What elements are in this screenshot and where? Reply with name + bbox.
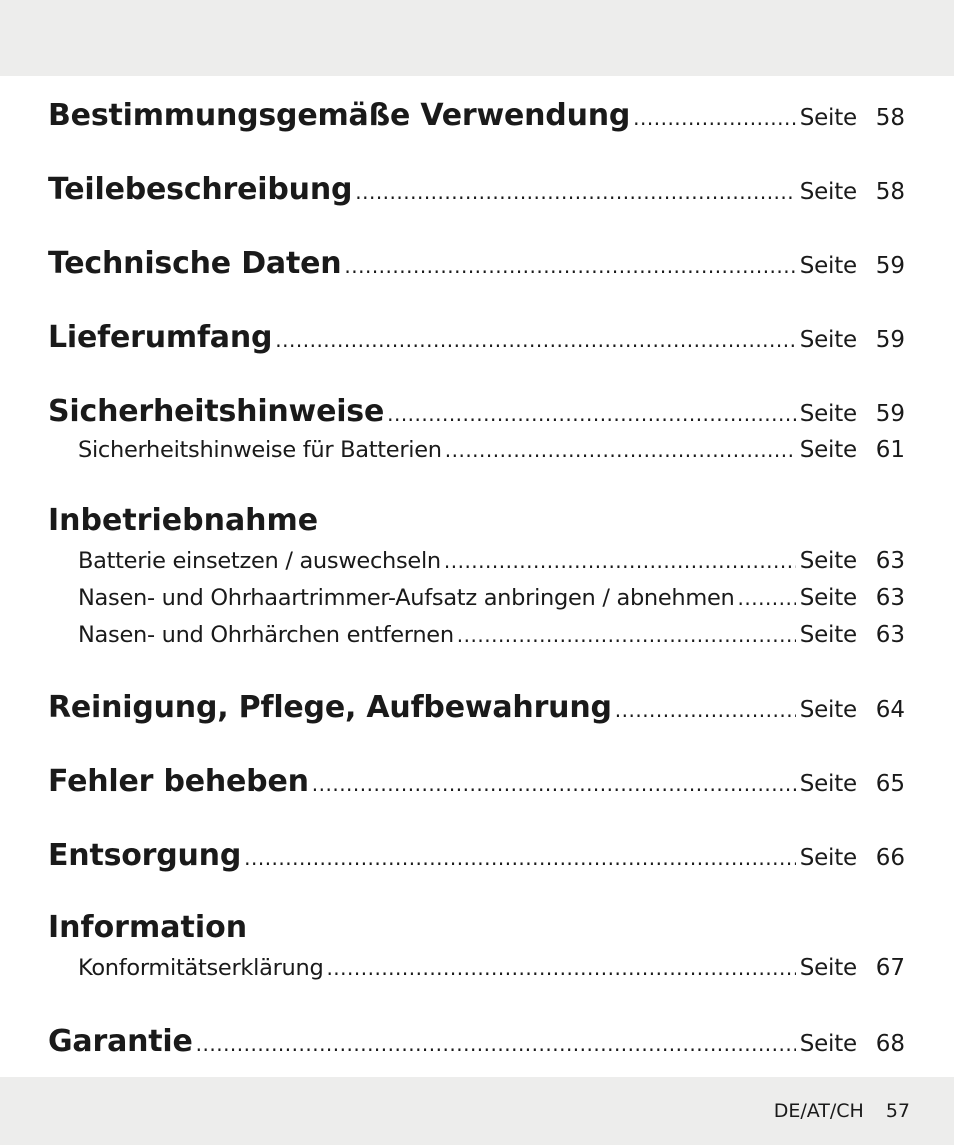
toc-entry-title: Sicherheitshinweise [48, 394, 385, 429]
toc-subentry [78, 585, 905, 611]
toc-entry-page: 66 [875, 845, 905, 871]
toc-entry-title: Technische Daten [48, 246, 342, 281]
toc-entry-seite: Seite [799, 1031, 857, 1057]
toc-subentry-title: Batterie einsetzen / auswechseln [78, 548, 441, 574]
toc-entry-seite: Seite [799, 697, 857, 723]
toc-entry-seite: Seite [799, 253, 857, 279]
toc-subentry-title: Konformitätserklärung [78, 955, 324, 981]
toc-entry [48, 690, 905, 725]
toc-entry [48, 320, 905, 355]
toc-subentry-title: Sicherheitshinweise für Batterien [78, 437, 442, 463]
toc-entry-seite: Seite [799, 845, 857, 871]
toc-entry-page: 68 [875, 1031, 905, 1057]
toc-entry-seite: Seite [799, 771, 857, 797]
toc-leader-dots [444, 549, 796, 573]
toc-entry-page: 58 [875, 105, 905, 131]
toc-entry-page: 59 [875, 253, 905, 279]
toc-subentry [78, 955, 905, 981]
toc-entry-title: Reinigung, Pflege, Aufbewahrung [48, 690, 612, 725]
toc-entry [48, 98, 905, 133]
toc-leader-dots [387, 402, 796, 426]
toc-entry-seite: Seite [799, 179, 857, 205]
toc-entry-title: Garantie [48, 1024, 193, 1059]
toc-entry-page: 63 [875, 622, 905, 648]
toc-leader-dots [355, 180, 795, 204]
toc-entry-seite: Seite [799, 327, 857, 353]
toc-subentry-title: Nasen- und Ohrhaartrimmer-Aufsatz anbringen / abnehmen [78, 585, 735, 611]
toc-subentry [78, 548, 905, 574]
toc-entry-page: 59 [875, 401, 905, 427]
toc-section-heading: Information [48, 910, 248, 945]
toc-entry-page: 61 [875, 437, 905, 463]
toc-subentry [78, 622, 905, 648]
toc-leader-dots [196, 1032, 796, 1056]
toc-leader-dots [633, 106, 796, 130]
toc-leader-dots [445, 438, 796, 462]
footer-page-number: 57 [885, 1100, 910, 1122]
toc-entry-seite: Seite [799, 955, 857, 981]
toc-leader-dots [457, 623, 796, 647]
toc-entry [48, 764, 905, 799]
toc-entry [48, 246, 905, 281]
toc-entry-title: Entsorgung [48, 838, 242, 873]
toc-entry-title: Bestimmungsgemäße Verwendung [48, 98, 631, 133]
toc-entry-seite: Seite [799, 622, 857, 648]
toc-leader-dots [326, 956, 795, 980]
toc-entry-title: Lieferumfang [48, 320, 273, 355]
toc-entry-seite: Seite [799, 585, 857, 611]
toc-entry-title: Teilebeschreibung [48, 172, 353, 207]
toc-entry-page: 64 [875, 697, 905, 723]
toc-entry [48, 172, 905, 207]
toc-entry-page: 63 [875, 548, 905, 574]
toc-leader-dots [275, 328, 795, 352]
toc-entry [48, 1024, 905, 1059]
toc-entry-seite: Seite [799, 548, 857, 574]
toc-entry [48, 838, 905, 873]
toc-subentry-title: Nasen- und Ohrhärchen entfernen [78, 622, 454, 648]
toc-leader-dots [344, 254, 795, 278]
toc-entry-page: 65 [875, 771, 905, 797]
toc-leader-dots [312, 772, 796, 796]
toc-entry-page: 58 [875, 179, 905, 205]
toc-section-heading: Inbetriebnahme [48, 503, 319, 538]
toc-entry [48, 394, 905, 429]
toc-entry-page: 59 [875, 327, 905, 353]
footer-region: DE/AT/CH [773, 1100, 864, 1122]
toc-entry-seite: Seite [799, 401, 857, 427]
toc-leader-dots [615, 698, 796, 722]
toc-entry-title: Fehler beheben [48, 764, 309, 799]
toc-entry-page: 63 [875, 585, 905, 611]
toc-subentry [78, 437, 905, 463]
page-footer [774, 1100, 910, 1122]
toc-entry-seite: Seite [799, 437, 857, 463]
toc-entry-seite: Seite [799, 105, 857, 131]
toc-leader-dots [738, 586, 796, 610]
toc-entry-page: 67 [875, 955, 905, 981]
toc-leader-dots [244, 846, 796, 870]
